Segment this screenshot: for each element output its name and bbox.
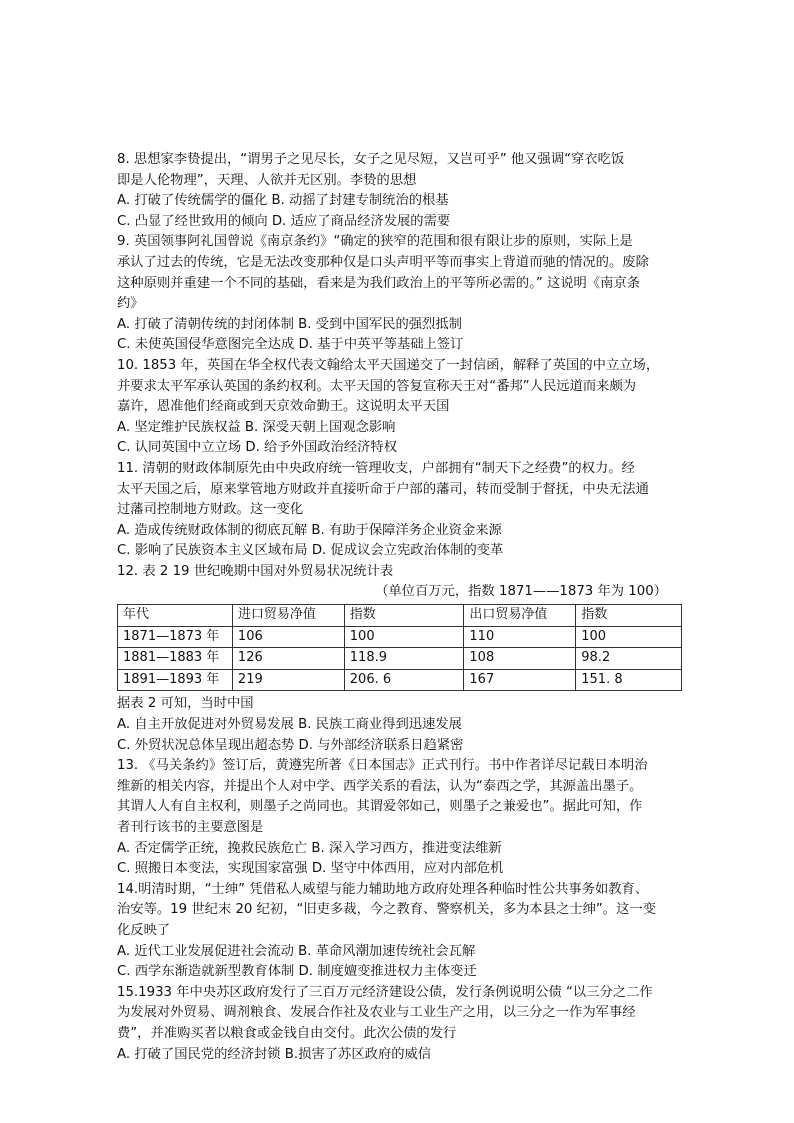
question-text-line: 其谓人人有自主权利，则墨子之尚同也。其谓爱邻如己，则墨子之兼爱也”。据此可知，作 xyxy=(117,799,643,815)
option-line: C. 照搬日本变法，实现国家富强 D. 坚守中体西用，应对内部危机 xyxy=(117,861,504,877)
exam-page xyxy=(117,150,679,1065)
question-8 xyxy=(117,150,679,232)
question-text-line: 者刊行该书的主要意图是 xyxy=(117,820,264,835)
question-14 xyxy=(117,880,679,983)
table-header-cell: 指数 xyxy=(576,605,682,627)
question-9 xyxy=(117,232,679,356)
option-line: A. 打破了国民党的经济封锁 B.损害了苏区政府的威信 xyxy=(117,1046,432,1062)
table-header-row xyxy=(118,605,682,627)
question-text-line: 8. 思想家李贽提出，“谓男子之见尽长，女子之见尽短，又岂可乎” 他又强调“穿衣吃饭 xyxy=(117,152,625,167)
table-cell: 1871—1873 年 xyxy=(118,626,233,648)
table-row xyxy=(118,626,682,648)
option-line: A. 自主开放促进对外贸易发展 B. 民族工商业得到迅速发展 xyxy=(117,717,462,733)
option-line: C. 西学东渐造就新型教育体制 D. 制度嬗变推进权力主体变迁 xyxy=(117,964,477,980)
question-text-line: 14.明清时期，“士绅” 凭借私人威望与能力辅助地方政府处理各种临时性公共事务如教育、 xyxy=(117,881,649,897)
trade-statistics-table xyxy=(117,604,682,691)
question-12 xyxy=(117,562,679,756)
option-line: A. 坚定维护民族权益 B. 深受天朝上国观念影响 xyxy=(117,419,396,435)
table-header-cell: 年代 xyxy=(118,605,233,627)
question-text-line: 即是人伦物理”，天理、人欲并无区别。李贽的思想 xyxy=(117,172,417,188)
question-text-line: 维新的相关内容，并提出个人对中学、西学关系的看法，认为“泰西之学，其源盖出墨子。 xyxy=(117,778,643,794)
question-text-line: 承认了过去的传统，它是无法改变那种仅是口头声明平等而事实上背道而驰的情况的。废除 xyxy=(117,254,649,270)
question-text-line: 15.1933 年中央苏区政府发行了三百万元经济建设公债，发行条例说明公债 “以三分之二作 xyxy=(117,984,653,1000)
question-15 xyxy=(117,983,679,1065)
table-header-cell: 出口贸易净值 xyxy=(464,605,576,627)
table-cell: 219 xyxy=(232,669,344,691)
table-cell: 100 xyxy=(344,626,464,648)
question-text-line: 化反映了 xyxy=(117,922,171,938)
table-cell: 206. 6 xyxy=(344,669,464,691)
question-text-line: 10. 1853 年，英国在华全权代表文翰给太平天国递交了一封信函，解释了英国的中立立场， xyxy=(117,357,660,373)
question-13 xyxy=(117,756,679,880)
table-cell: 167 xyxy=(464,669,576,691)
table-cell: 110 xyxy=(464,626,576,648)
question-text-line: 并要求太平军承认英国的条约权利。太平天国的答复宣称天王对“番邦”人民远道而来颇为 xyxy=(117,378,637,394)
question-text-line: 太平天国之后，原来掌管地方财政并直接听命于户部的藩司，转而受制于督抚，中央无法通 xyxy=(117,481,649,497)
table-cell: 100 xyxy=(576,626,682,648)
table-cell: 151. 8 xyxy=(576,669,682,691)
question-text-line: 为发展对外贸易、调剂粮食、发展合作社及农业与工业生产之用，以三分之一作为军事经 xyxy=(117,1005,636,1021)
table-row xyxy=(118,669,682,691)
table-row xyxy=(118,648,682,670)
table-cell: 1891—1893 年 xyxy=(118,669,233,691)
table-cell: 98.2 xyxy=(576,648,682,670)
question-10 xyxy=(117,356,679,459)
option-line: C. 外贸状况总体呈现出超态势 D. 与外部经济联系日趋紧密 xyxy=(117,737,464,753)
table-header-cell: 进口贸易净值 xyxy=(232,605,344,627)
question-text-line: 嘉许，恩准他们经商或到天京效命勤王。这说明太平天国 xyxy=(117,399,450,415)
option-line: A. 近代工业发展促进社会流动 B. 革命风潮加速传统社会瓦解 xyxy=(117,943,476,959)
question-11 xyxy=(117,459,679,562)
table-cell: 106 xyxy=(232,626,344,648)
table-unit-note: （单位百万元，指数 1871——1873 年为 100） xyxy=(375,584,667,600)
table-cell: 108 xyxy=(464,648,576,670)
table-header-cell: 指数 xyxy=(344,605,464,627)
option-line: C. 凸显了经世致用的倾向 D. 适应了商品经济发展的需要 xyxy=(117,213,451,229)
question-text-line: 费”，并准购买者以粮食或金钱自由交付。此次公债的发行 xyxy=(117,1025,457,1041)
option-line: A. 造成传统财政体制的彻底瓦解 B. 有助于保障洋务企业资金来源 xyxy=(117,522,502,538)
option-line: C. 影响了民族资本主义区域布局 D. 促成议会立宪政治体制的变革 xyxy=(117,543,504,559)
table-cell: 1881—1883 年 xyxy=(118,648,233,670)
option-line: C. 未使英国侵华意图完全达成 D. 基于中英平等基础上签订 xyxy=(117,337,464,353)
question-text-line: 11. 清朝的财政体制原先由中央政府统一管理收支，户部拥有“制天下之经费”的权力。经 xyxy=(117,460,635,476)
table-cell: 118.9 xyxy=(344,648,464,670)
question-text-line: 9. 英国领事阿礼国曾说《南京条约》“确定的狭窄的范围和很有限让步的原则，实际上是 xyxy=(117,234,633,250)
option-line: A. 打破了清朝传统的封闭体制 B. 受到中国军民的强烈抵制 xyxy=(117,316,462,332)
question-text-line: 约》 xyxy=(117,296,144,312)
question-text-line: 这种原则并重建一个不同的基础，看来是为我们政治上的平等所必需的。” 这说明《南京条 xyxy=(117,275,641,291)
question-text-line: 过藩司控制地方财政。这一变化 xyxy=(117,502,304,518)
question-text-line: 治安等。19 世纪末 20 纪初，“旧吏多裁，今之教育、警察机关，多为本县之士绅”。这一变 xyxy=(117,902,656,918)
table-caption: 12. 表 2 19 世纪晚期中国对外贸易状况统计表 xyxy=(117,563,394,579)
question-text-line: 据表 2 可知，当时中国 xyxy=(117,696,254,712)
table-cell: 126 xyxy=(232,648,344,670)
question-text-line: 13. 《马关条约》签订后，黄遵宪所著《日本国志》正式刊行。书中作者详尽记载日本明治 xyxy=(117,758,648,774)
option-line: C. 认同英国中立立场 D. 给予外国政治经济特权 xyxy=(117,440,397,456)
option-line: A. 打破了传统儒学的僵化 B. 动摇了封建专制统治的根基 xyxy=(117,193,449,209)
option-line: A. 否定儒学正统，挽救民族危亡 B. 深入学习西方，推进变法维新 xyxy=(117,840,502,856)
